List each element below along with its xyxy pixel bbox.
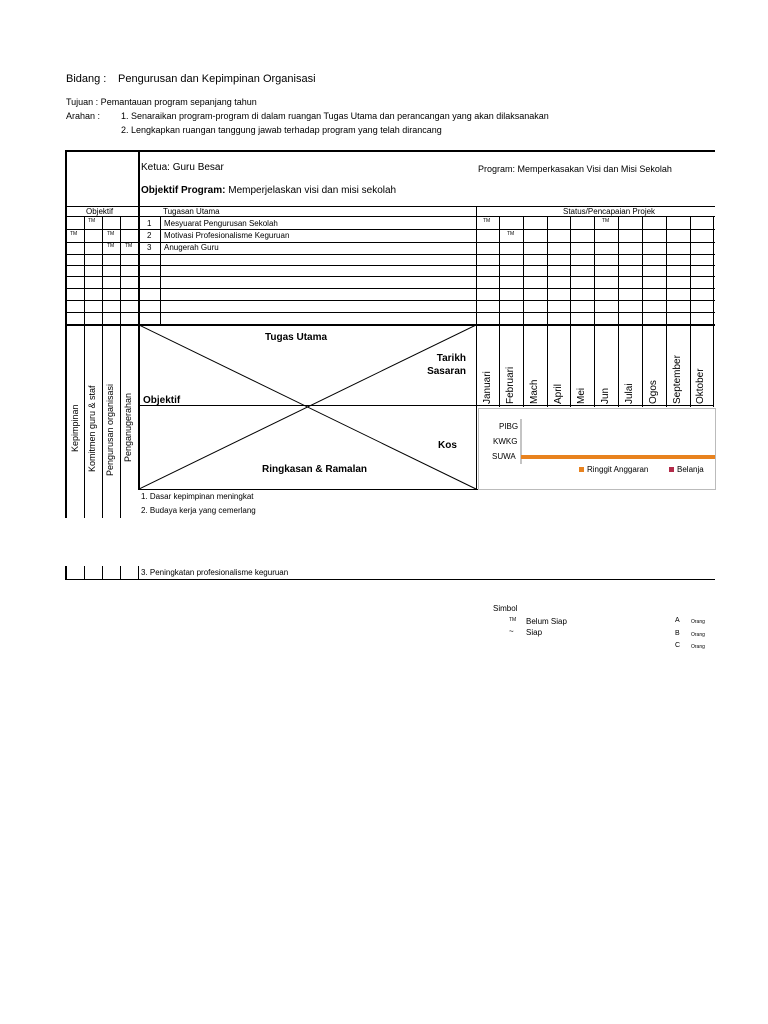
lower-left-border: [65, 566, 67, 580]
xmatrix-bottom-label: Ringkasan & Ramalan: [262, 464, 368, 475]
month-mach: Mach: [529, 379, 540, 404]
month-ogos: Ogos: [648, 380, 659, 404]
task-no-line: [160, 216, 161, 326]
month-februari: Februari: [505, 366, 516, 404]
tm-mark: TM: [483, 218, 491, 224]
tm-mark: TM: [107, 243, 115, 249]
box-top-border: [65, 150, 715, 152]
xmatrix-top-label: Tugas Utama: [265, 332, 328, 343]
row-line-3: [65, 254, 715, 255]
task-no-2: 2: [147, 231, 152, 240]
simbol-title: Simbol: [493, 604, 518, 613]
program-text: Program: Memperkasakan Visi dan Misi Sekolah: [478, 164, 672, 174]
lower-col-line-3: [120, 566, 121, 580]
objective-penganugerahan: Penganugerahan: [123, 392, 133, 462]
result-1: 1. Dasar kepimpinan meningkat: [141, 492, 254, 501]
col-status: Status/Pencapaian Projek: [563, 207, 656, 216]
result-2: 2. Budaya kerja yang cemerlang: [141, 506, 256, 515]
simbol-siap-mark: ~: [509, 627, 514, 636]
tm-mark: TM: [602, 218, 610, 224]
month-september: September: [672, 355, 683, 404]
chart-bar-suwa-0: [521, 455, 715, 459]
tm-mark: TM: [88, 218, 96, 224]
month-mei: Mei: [576, 387, 587, 404]
month-april: April: [553, 383, 564, 404]
symbol-c-letter: C: [675, 642, 681, 649]
result-3: 3. Peningkatan profesionalisme keguruan: [141, 568, 289, 577]
kos-chart: [478, 408, 716, 490]
task-2: Motivasi Profesionalisme Keguruan: [164, 231, 290, 240]
objektif-program: [141, 185, 396, 196]
chart-label-pibg: PIBG: [499, 422, 519, 431]
simbol-siap: Siap: [526, 628, 543, 637]
tm-mark: TM: [125, 243, 133, 249]
month-julai: Julai: [624, 383, 635, 404]
chart-label-suwa: SUWA: [492, 452, 516, 461]
arahan-label: Arahan :: [66, 111, 101, 121]
col-objektif: Objektif: [86, 207, 114, 216]
xmatrix-tarikh-label: Tarikh Sasaran: [427, 353, 466, 377]
obj-col-line-2: [102, 216, 103, 518]
row-line-8: [65, 312, 715, 313]
simbol-tm: TM: [509, 617, 517, 623]
chart-legend-anggaran: [579, 465, 648, 474]
row-line-7: [65, 300, 715, 301]
xmatrix-kos-label: Kos: [438, 440, 457, 451]
row-line-6: [65, 288, 715, 289]
row-line-5: [65, 276, 715, 277]
chart-legend-belanja: [669, 465, 704, 474]
symbol-a-orang: Orang: [691, 619, 705, 625]
symbol-a-letter: A: [675, 617, 680, 624]
lower-col-line-1: [84, 566, 85, 580]
task-no-1: 1: [147, 219, 152, 228]
objektif-program-label: Objektif Program:: [141, 185, 226, 196]
arahan-item-2: 2. Lengkapkan ruangan tanggung jawab terhadap program yang telah dirancang: [121, 125, 442, 135]
objective-kepimpinan: Kepimpinan: [70, 404, 80, 452]
kos-chart-svg: [479, 409, 715, 489]
ketua-text: Ketua: Guru Besar: [141, 162, 224, 173]
symbol-b-orang: Orang: [691, 632, 705, 638]
xmatrix-left-label: Objektif: [143, 395, 181, 406]
month-oktober: Oktober: [695, 368, 706, 404]
lower-col-line-2: [102, 566, 103, 580]
row-line-1: [65, 229, 715, 230]
objective-pengurusan: Pengurusan organisasi: [105, 383, 115, 476]
task-3: Anugerah Guru: [164, 243, 219, 252]
arahan-item-1: 1. Senaraikan program-program di dalam ruangan Tugas Utama dan perancangan yang akan dilaksanakan: [121, 111, 549, 121]
month-jun: Jun: [600, 387, 611, 404]
month-januari: Januari: [482, 371, 493, 404]
objektif-program-value: Memperjelaskan visi dan misi sekolah: [228, 185, 397, 196]
bidang-value: Pengurusan dan Kepimpinan Organisasi: [118, 73, 316, 85]
row-line-2: [65, 242, 715, 243]
bidang-label: Bidang :: [66, 73, 107, 85]
simbol-belum-siap: Belum Siap: [526, 617, 567, 626]
legend-swatch-anggaran: [579, 467, 584, 472]
tm-mark: TM: [107, 231, 115, 237]
lower-col-line-4: [138, 566, 139, 580]
legend-swatch-belanja: [669, 467, 674, 472]
symbol-b-letter: B: [675, 630, 680, 637]
objective-komitmen: Komitmen guru & staf: [87, 385, 97, 472]
lower-bottom-line: [65, 579, 715, 580]
task-no-3: 3: [147, 243, 152, 252]
tm-mark: TM: [70, 231, 78, 237]
tm-mark: TM: [507, 231, 515, 237]
legend-label-belanja: Belanja: [677, 465, 704, 474]
col-tugasan-utama: Tugasan Utama: [163, 207, 220, 216]
chart-label-kwkg: KWKG: [493, 437, 518, 446]
symbol-c-orang: Orang: [691, 644, 705, 650]
task-1: Mesyuarat Pengurusan Sekolah: [164, 219, 278, 228]
obj-col-line-3: [120, 216, 121, 518]
legend-label-anggaran: Ringgit Anggaran: [587, 465, 649, 474]
obj-col-line-1: [84, 216, 85, 518]
row-line-4: [65, 265, 715, 266]
tujuan-text: Tujuan : Pemantauan program sepanjang tahun: [66, 97, 257, 107]
